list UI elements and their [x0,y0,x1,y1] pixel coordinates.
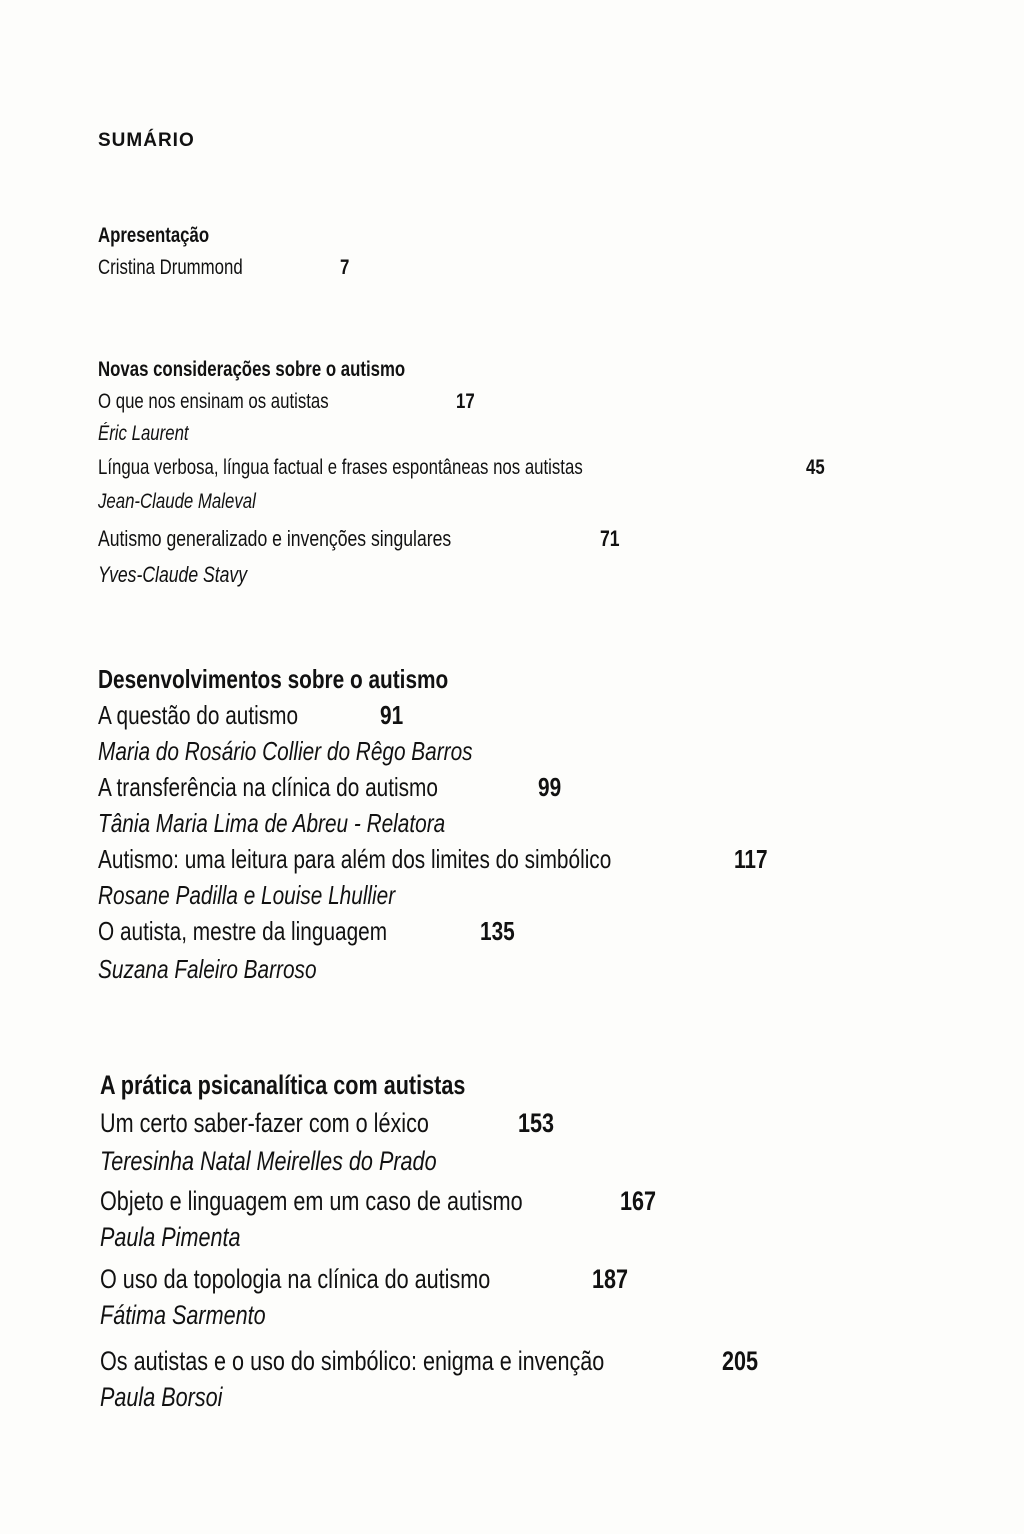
section-heading-pratica: A prática psicanalítica com autistas [100,1070,466,1100]
entry-page-number: 205 [722,1346,759,1376]
entry-title: Objeto e linguagem em um caso de autismo [100,1186,523,1216]
section-heading-novas-consideracoes: Novas considerações sobre o autismo [98,358,406,381]
entry-page-number: 17 [456,390,475,413]
entry-author: Yves-Claude Stavy [98,562,248,587]
entry-author: Rosane Padilla e Louise Lhullier [98,880,396,910]
entry-title: O autista, mestre da linguagem [98,916,388,946]
entry-page-number: 187 [592,1264,629,1294]
entry-page-number: 91 [380,700,404,730]
entry-title: Os autistas e o uso do simbólico: enigma e invenção [100,1346,605,1376]
entry-page-number: 135 [480,916,515,946]
entry-author: Paula Pimenta [100,1222,241,1252]
entry-author: Fátima Sarmento [100,1300,266,1330]
entry-page-number: 153 [518,1108,555,1138]
entry-author: Tânia Maria Lima de Abreu - Relatora [98,808,446,838]
entry-page-number: 7 [340,256,350,279]
toc-title: SUMÁRIO [98,130,195,151]
entry-title: Um certo saber-fazer com o léxico [100,1108,429,1138]
entry-page-number: 117 [734,844,768,874]
section-heading-desenvolvimentos: Desenvolvimentos sobre o autismo [98,664,449,694]
entry-title: A questão do autismo [98,700,299,730]
entry-page-number: 45 [806,456,825,479]
entry-title: Língua verbosa, língua factual e frases espontâneas nos autistas [98,456,583,479]
entry-author: Paula Borsoi [100,1382,223,1412]
entry-title: Autismo generalizado e invenções singulares [98,526,452,551]
entry-author: Maria do Rosário Collier do Rêgo Barros [98,736,473,766]
entry-author: Teresinha Natal Meirelles do Prado [100,1146,437,1176]
entry-author: Éric Laurent [98,422,189,445]
entry-title: Autismo: uma leitura para além dos limites do simbólico [98,844,612,874]
entry-title: O uso da topologia na clínica do autismo [100,1264,491,1294]
entry-author: Jean-Claude Maleval [98,490,256,513]
entry-title: A transferência na clínica do autismo [98,772,438,802]
entry-author: Suzana Faleiro Barroso [98,954,317,984]
section-heading-apresentacao: Apresentação [98,224,210,247]
entry-page-number: 99 [538,772,562,802]
entry-page-number: 71 [600,526,620,551]
entry-title: Cristina Drummond [98,256,243,279]
entry-page-number: 167 [620,1186,657,1216]
entry-title: O que nos ensinam os autistas [98,390,329,413]
